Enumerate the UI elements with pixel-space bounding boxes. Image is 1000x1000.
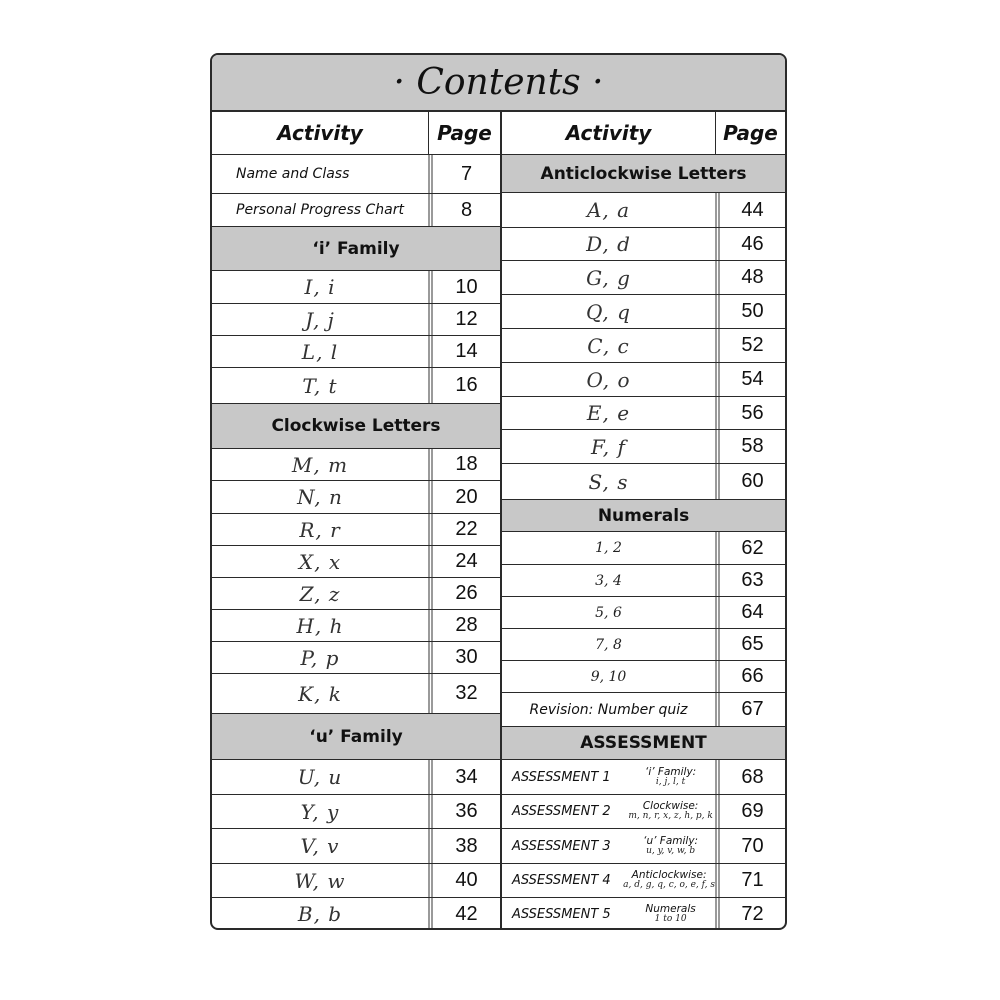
activity-label: K, k bbox=[298, 681, 342, 706]
assessment-label: ASSESSMENT 5 bbox=[512, 906, 611, 922]
activity-cell bbox=[502, 864, 715, 897]
toc-row bbox=[212, 514, 500, 546]
page-number: 50 bbox=[715, 295, 785, 328]
section-anticlockwise-letters bbox=[502, 155, 785, 193]
toc-row bbox=[502, 295, 785, 329]
section-assessment bbox=[502, 727, 785, 760]
page-number: 62 bbox=[715, 532, 785, 564]
toc-row bbox=[212, 898, 500, 930]
page-number: 44 bbox=[715, 193, 785, 227]
assessment-note-title: ‘i’ Family: bbox=[644, 765, 697, 778]
section-u-family bbox=[212, 714, 500, 760]
activity-label: T, t bbox=[302, 373, 338, 398]
assessment-label: ASSESSMENT 4 bbox=[512, 873, 611, 888]
activity-label: 1, 2 bbox=[595, 540, 622, 556]
toc-row bbox=[502, 532, 785, 565]
page-number: 18 bbox=[428, 449, 500, 480]
assessment-label: ASSESSMENT 3 bbox=[512, 838, 611, 854]
activity-label: G, g bbox=[586, 265, 631, 290]
toc-row bbox=[502, 329, 785, 363]
toc-row bbox=[212, 578, 500, 610]
page-number: 48 bbox=[715, 261, 785, 294]
activity-label: W, w bbox=[294, 868, 346, 893]
page-number: 14 bbox=[428, 336, 500, 367]
toc-row bbox=[502, 629, 785, 661]
page-number: 46 bbox=[715, 228, 785, 260]
page-number: 58 bbox=[715, 430, 785, 463]
activity-label: 9, 10 bbox=[590, 668, 627, 685]
page-number: 60 bbox=[715, 464, 785, 499]
activity-label: O, o bbox=[586, 367, 631, 392]
toc-row bbox=[502, 565, 785, 597]
activity-label: V, v bbox=[300, 834, 340, 858]
page-number: 67 bbox=[715, 693, 785, 726]
section-numerals bbox=[502, 500, 785, 532]
assessment-label: ASSESSMENT 2 bbox=[512, 804, 611, 819]
activity-label: Name and Class bbox=[236, 166, 350, 182]
toc-row bbox=[212, 674, 500, 714]
toc-row bbox=[502, 430, 785, 464]
toc-row bbox=[502, 661, 785, 693]
assessment-note-title: Anticlockwise: bbox=[631, 869, 707, 882]
toc-row bbox=[212, 304, 500, 336]
right-header-row bbox=[502, 112, 785, 155]
activity-label: 3, 4 bbox=[595, 572, 622, 589]
assessment-note-title: Numerals bbox=[645, 902, 696, 915]
section-title: ‘i’ Family bbox=[312, 238, 400, 259]
page-number: 10 bbox=[428, 271, 500, 303]
toc-row bbox=[212, 610, 500, 642]
section-title: ASSESSMENT bbox=[580, 733, 707, 753]
page-number: 42 bbox=[428, 898, 500, 930]
activity-header: Activity bbox=[277, 121, 363, 145]
activity-label: N, n bbox=[297, 485, 343, 509]
activity-cell bbox=[502, 829, 715, 863]
page-number: 70 bbox=[715, 829, 785, 863]
left-column bbox=[212, 112, 500, 928]
toc-row bbox=[502, 193, 785, 228]
page-number: 38 bbox=[428, 829, 500, 863]
toc-row bbox=[212, 795, 500, 829]
page-number: 54 bbox=[715, 363, 785, 396]
assessment-note-title: Clockwise: bbox=[642, 800, 699, 813]
activity-label: A, a bbox=[586, 198, 631, 222]
toc-row bbox=[212, 336, 500, 368]
section-i-family bbox=[212, 227, 500, 271]
page-number: 12 bbox=[428, 304, 500, 335]
toc-row-assessment bbox=[502, 760, 785, 795]
page-number: 63 bbox=[715, 565, 785, 596]
activity-label: L, l bbox=[301, 339, 339, 364]
toc-row bbox=[212, 546, 500, 578]
page-header: Page bbox=[715, 112, 785, 154]
toc-row bbox=[502, 228, 785, 261]
toc-row bbox=[502, 464, 785, 500]
contents-card bbox=[210, 53, 787, 930]
activity-label: E, e bbox=[586, 401, 631, 425]
toc-row-assessment bbox=[502, 898, 785, 930]
toc-row-assessment bbox=[502, 795, 785, 829]
toc-row bbox=[212, 760, 500, 795]
toc-row-revision bbox=[502, 693, 785, 727]
page-number: 71 bbox=[715, 864, 785, 897]
section-title: Anticlockwise Letters bbox=[540, 163, 747, 184]
activity-cell bbox=[502, 898, 715, 930]
activity-label: Personal Progress Chart bbox=[236, 202, 404, 218]
activity-label: Q, q bbox=[586, 299, 631, 324]
activity-label: J, j bbox=[305, 307, 335, 332]
page-number: 7 bbox=[428, 155, 500, 193]
page-number: 8 bbox=[428, 194, 500, 226]
toc-row bbox=[212, 481, 500, 514]
assessment-label: ASSESSMENT 1 bbox=[512, 769, 611, 785]
assessment-note-letters: m, n, r, x, z, h, p, k bbox=[628, 811, 713, 822]
toc-row-name-class bbox=[212, 155, 500, 194]
section-title: Clockwise Letters bbox=[271, 416, 441, 436]
activity-label: I, i bbox=[304, 275, 336, 299]
page-number: 20 bbox=[428, 481, 500, 513]
activity-label: F, f bbox=[591, 434, 626, 459]
left-header-row bbox=[212, 112, 500, 155]
toc-row bbox=[212, 449, 500, 481]
activity-label: D, d bbox=[586, 232, 631, 256]
page-number: 65 bbox=[715, 629, 785, 660]
toc-row-assessment bbox=[502, 864, 785, 898]
assessment-note-letters: u, y, v, w, b bbox=[646, 845, 696, 856]
page-number: 40 bbox=[428, 864, 500, 897]
activity-label: Y, y bbox=[300, 799, 340, 824]
section-title: ‘u’ Family bbox=[309, 726, 403, 747]
page-number: 32 bbox=[428, 674, 500, 713]
activity-label: B, b bbox=[297, 902, 343, 926]
activity-label: P, p bbox=[300, 645, 340, 670]
toc-row-progress-chart bbox=[212, 194, 500, 227]
activity-label: Z, z bbox=[299, 581, 341, 606]
page-number: 56 bbox=[715, 397, 785, 429]
page-number: 26 bbox=[428, 578, 500, 609]
page-number: 22 bbox=[428, 514, 500, 545]
right-column bbox=[500, 112, 785, 928]
page-number: 64 bbox=[715, 597, 785, 628]
page-number: 68 bbox=[715, 760, 785, 794]
section-title: Numerals bbox=[597, 505, 690, 526]
assessment-note bbox=[623, 870, 715, 890]
activity-label: R, r bbox=[299, 517, 341, 542]
toc-row bbox=[502, 397, 785, 430]
assessment-note-letters: 1 to 10 bbox=[654, 913, 687, 924]
toc-row bbox=[502, 363, 785, 397]
activity-label: M, m bbox=[291, 452, 349, 477]
activity-header: Activity bbox=[565, 121, 652, 145]
toc-row bbox=[212, 642, 500, 674]
activity-label: 5, 6 bbox=[595, 604, 622, 621]
assessment-note-letters: i, j, l, t bbox=[655, 776, 686, 787]
toc-row-assessment bbox=[502, 829, 785, 864]
toc-row bbox=[502, 597, 785, 629]
activity-label: X, x bbox=[298, 549, 342, 574]
page-number: 16 bbox=[428, 368, 500, 403]
toc-row bbox=[502, 261, 785, 295]
page-number: 72 bbox=[715, 898, 785, 930]
activity-label: C, c bbox=[587, 333, 630, 358]
page-number: 24 bbox=[428, 546, 500, 577]
activity-cell bbox=[502, 795, 715, 828]
page-number: 36 bbox=[428, 795, 500, 828]
toc-row bbox=[212, 271, 500, 304]
assessment-note bbox=[626, 904, 715, 924]
page-number: 52 bbox=[715, 329, 785, 362]
page-number: 34 bbox=[428, 760, 500, 794]
page-number: 66 bbox=[715, 661, 785, 692]
activity-cell bbox=[502, 760, 715, 794]
activity-label: 7, 8 bbox=[595, 636, 622, 653]
page-number: 69 bbox=[715, 795, 785, 828]
activity-label: S, s bbox=[588, 469, 629, 494]
assessment-note-letters: a, d, g, q, c, o, e, f, s bbox=[623, 880, 715, 891]
toc-row bbox=[212, 829, 500, 864]
page-number: 30 bbox=[428, 642, 500, 673]
assessment-note bbox=[626, 767, 715, 787]
page-header: Page bbox=[428, 112, 500, 154]
toc-row bbox=[212, 864, 500, 898]
assessment-note-title: ‘u’ Family: bbox=[643, 834, 699, 847]
toc-row bbox=[212, 368, 500, 404]
activity-label: U, u bbox=[297, 765, 343, 789]
assessment-note bbox=[626, 836, 715, 856]
activity-label: H, h bbox=[296, 613, 344, 638]
assessment-note bbox=[626, 801, 715, 821]
page-number: 28 bbox=[428, 610, 500, 641]
contents-title: · Contents · bbox=[212, 55, 785, 112]
activity-label: Revision: Number quiz bbox=[529, 701, 688, 718]
section-clockwise-letters bbox=[212, 404, 500, 449]
